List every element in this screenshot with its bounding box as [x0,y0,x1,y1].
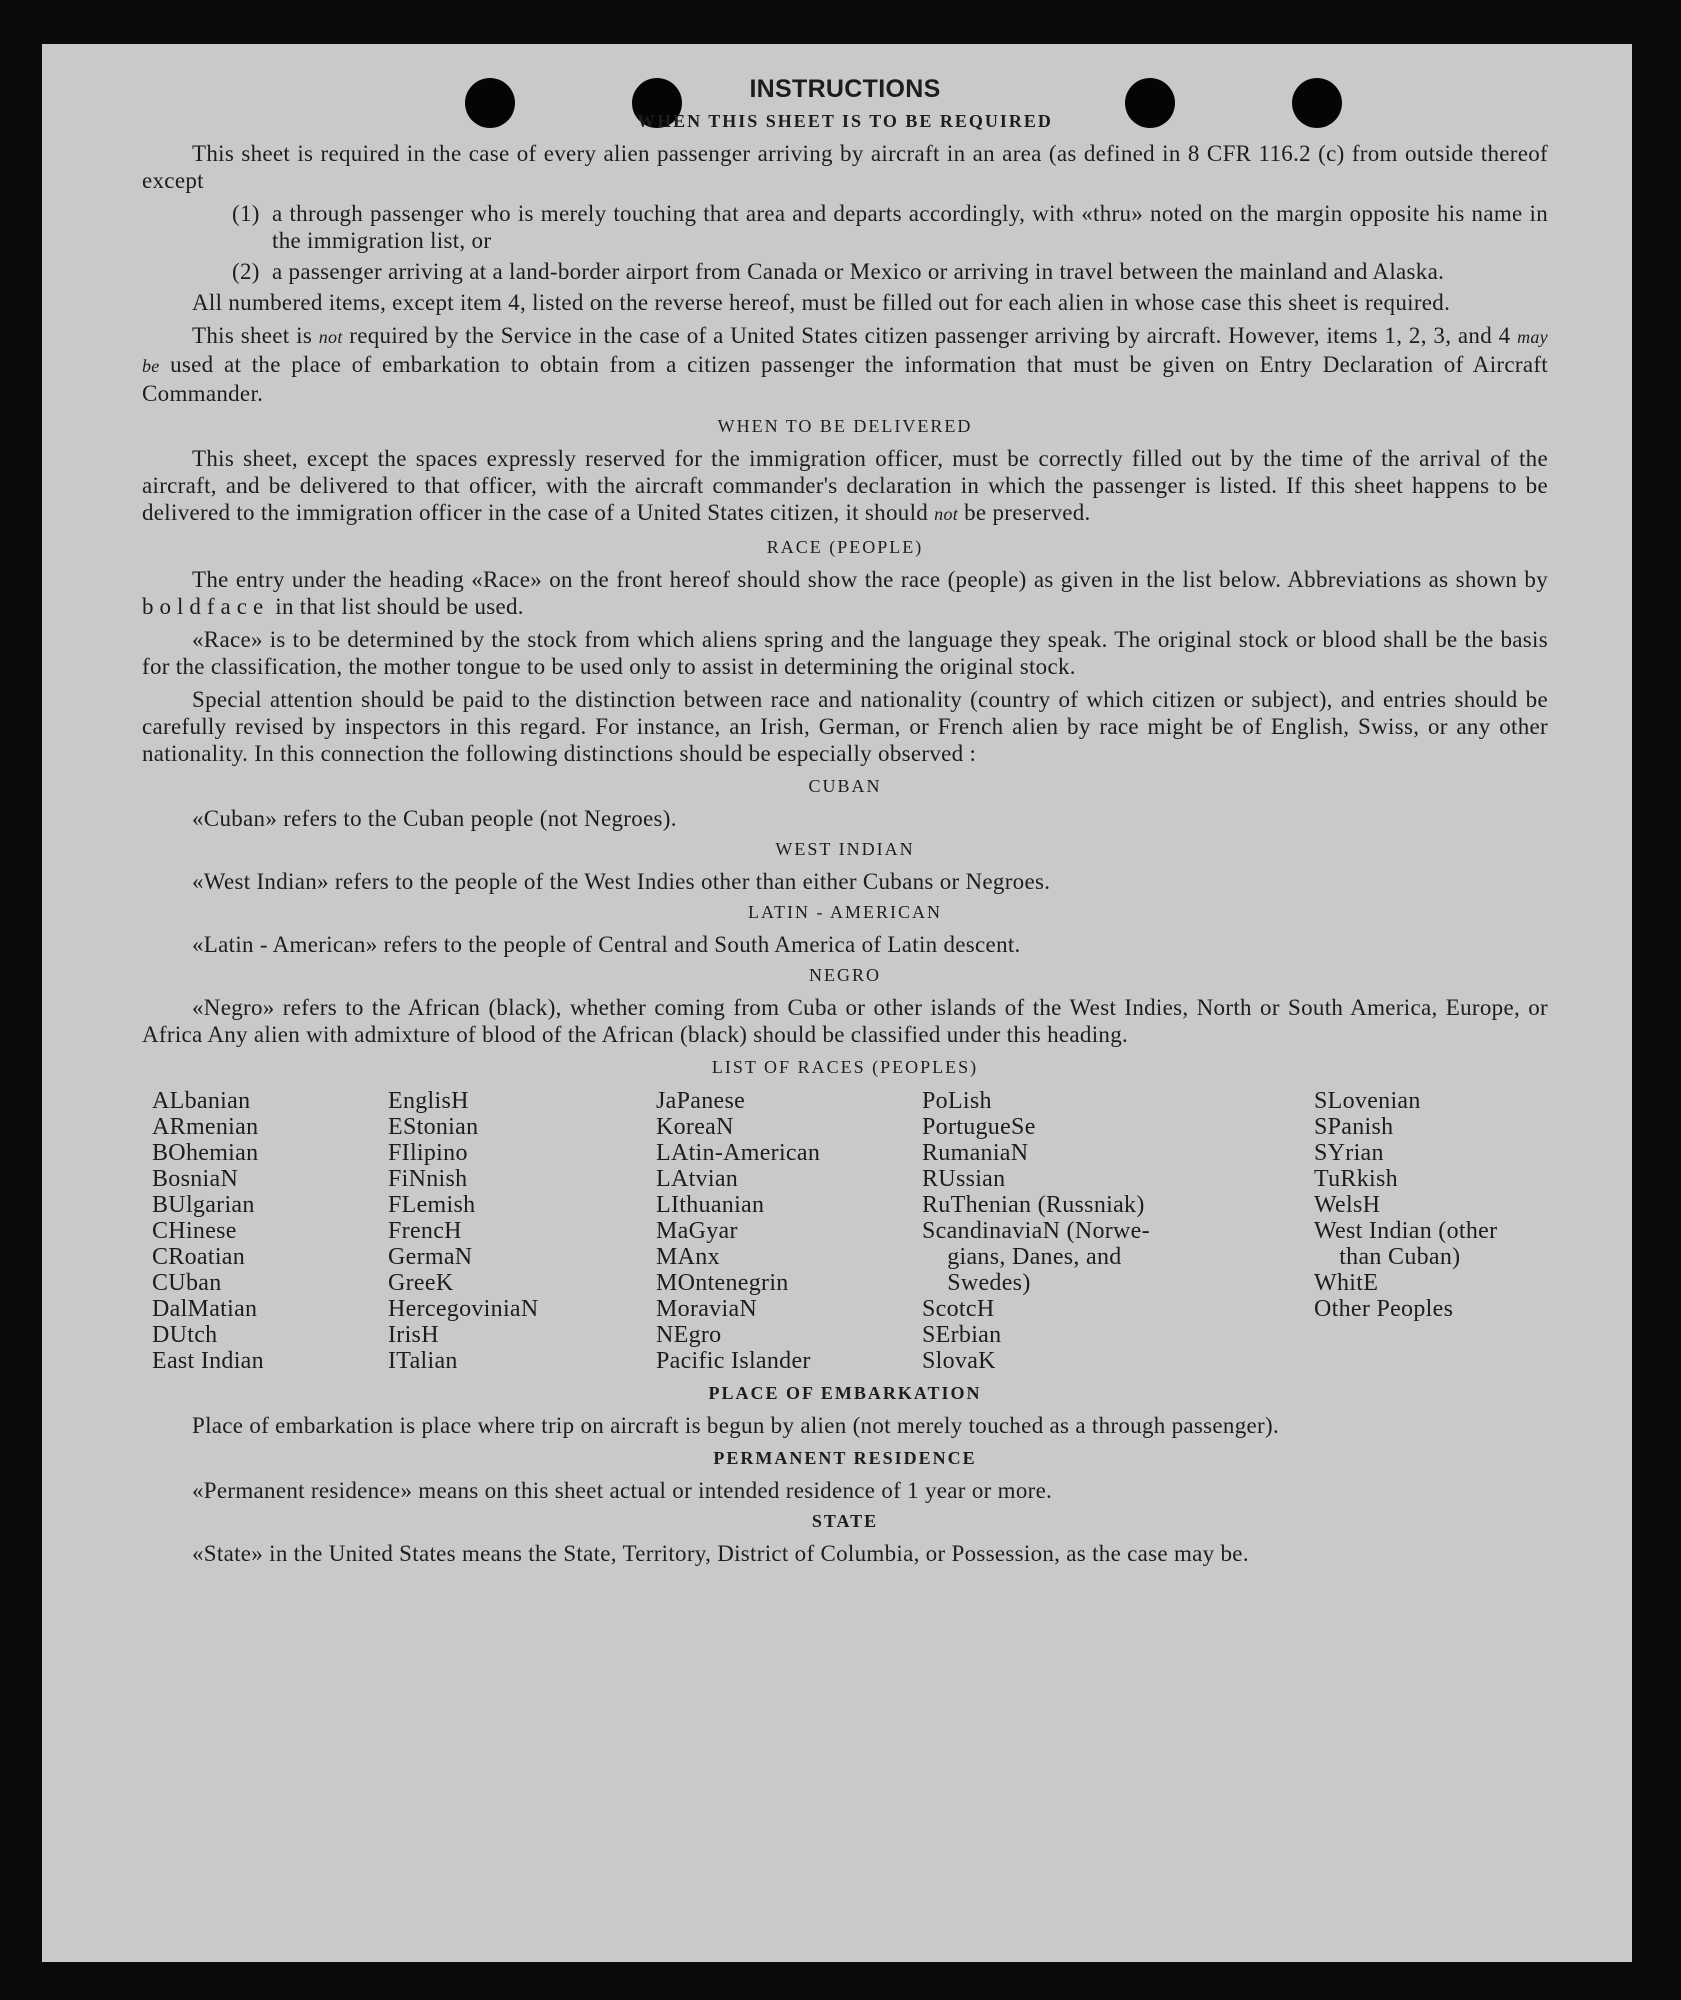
race-item: FIlipino [388,1140,468,1166]
section-heading: CUBAN [808,776,882,796]
section-heading: STATE [811,1511,879,1531]
race-item: MoraviaN [656,1296,758,1322]
definition: «Negro» refers to the African (black), whether coming from Cuba or other islands of the West Indies, North or South America, Europe, or Africa Any alien with admixture of blood of the African (black) should be classified under this heading. [142,995,1548,1047]
race-item: Pacific Islander [656,1348,811,1374]
race-item: JaPanese [656,1088,746,1114]
race-item: CRoatian [152,1244,246,1270]
instructions-content [142,74,1548,1573]
paragraph: This sheet is not required by the Service in the case of a United States citizen passenger arriving by aircraft. However, items 1, 2, 3, and 4 may be used at the place of embarkation to obtain from a citizen passenger the information that must be given on Entry Declaration of Aircraft Commander. [142,323,1548,406]
section-heading: LATIN - AMERICAN [748,902,942,922]
race-item: Other Peoples [1314,1296,1454,1322]
definition: Place of embarkation is place where trip on aircraft is begun by alien (not merely touched as a through passenger). [192,1413,1280,1438]
race-item: WhitE [1314,1270,1379,1296]
race-item: Swedes) [922,1270,1031,1296]
page-title: INSTRUCTIONS [749,75,941,103]
race-item: SPanish [1314,1114,1394,1140]
race-item: RumaniaN [922,1140,1029,1166]
section-heading: NEGRO [809,965,881,985]
race-column [152,1088,388,1374]
race-item: BosniaN [152,1166,239,1192]
race-list [152,1088,1548,1374]
race-item: FrencH [388,1218,462,1244]
race-item: PoLish [922,1088,992,1114]
race-item: HercegovinіaN [388,1296,539,1322]
race-item: gians, Danes, and [922,1244,1122,1270]
race-item: RUssian [922,1166,1006,1192]
definition: «Permanent residence» means on this sheet actual or intended residence of 1 year or more. [192,1478,1053,1503]
paragraph: The entry under the heading «Race» on the front hereof should show the race (people) as given in the list below. Abbreviations as shown by boldface in that list should be used. [142,567,1548,619]
race-item: LAtvian [656,1166,739,1192]
race-item: DalMatian [152,1296,258,1322]
paragraph: Special attention should be paid to the distinction between race and nationality (country of which citizen or subject), and entries should be carefully revised by inspectors in this regard. For instance, an Irish, German, or French alien by race might be of English, Swiss, or any other nationality. In this connection the following distinctions should be especially observed : [142,687,1548,766]
race-column [656,1088,922,1374]
paragraph: This sheet, except the spaces expressly reserved for the immigration officer, must be correctly filled out by the time of the arrival of the aircraft, and be delivered to that officer, with the aircraft commander's declaration in which the passenger is listed. If this sheet happens to be delivered to the immigration officer in the case of a United States citizen, it should not be preserved. [142,446,1548,525]
section-heading: LIST OF RACES (PEOPLES) [711,1057,979,1077]
exception-item: (2) a passenger arriving at a land-border airport from Canada or Mexico or arriving in travel between the mainland and Alaska. [232,259,1445,284]
race-item: FiNnish [388,1166,468,1192]
definition: «Latin - American» refers to the people of Central and South America of Latin descent. [192,932,1021,957]
race-item: PortugueSe [922,1114,1036,1140]
race-item: ARmenian [152,1114,259,1140]
race-item: ITalian [388,1348,458,1374]
race-column [922,1088,1314,1374]
document-sheet [42,44,1632,1962]
race-item: ScotcH [922,1296,995,1322]
race-item: DUtch [152,1322,218,1348]
exception-item: (1) a through passenger who is merely touching that area and departs accordingly, with «thru» noted on the margin opposite his name in the immigration list, or [232,201,1548,253]
section-heading: PLACE OF EMBARKATION [708,1383,982,1403]
race-item: ALbanian [152,1088,251,1114]
race-item: TuRkish [1314,1166,1398,1192]
race-item: GreeK [388,1270,454,1296]
race-item: MOntenegrin [656,1270,789,1296]
race-item: SLovenian [1314,1088,1421,1114]
race-item: GermaN [388,1244,473,1270]
paragraph: «Race» is to be determined by the stock from which aliens spring and the language they speak. The original stock or blood shall be the basis for the classification, the mother tongue to be used only to assist in determining the original stock. [142,627,1548,679]
race-item: SYrian [1314,1140,1384,1166]
race-item: NEgro [656,1322,722,1348]
paragraph: All numbered items, except item 4, listed on the reverse hereof, must be filled out for each alien in whose case this sheet is required. [192,290,1451,315]
race-item: EnglisH [388,1088,469,1114]
race-item: WelsH [1314,1192,1381,1218]
section-heading: WHEN TO BE DELIVERED [717,416,973,436]
race-item: LIthuanian [656,1192,765,1218]
race-item: CUban [152,1270,222,1296]
race-item: than Cuban) [1314,1244,1461,1270]
section-heading: WEST INDIAN [775,839,915,859]
race-item: BOhemian [152,1140,259,1166]
race-item: RuThenian (Russniak) [922,1192,1145,1218]
race-item: West Indian (other [1314,1218,1498,1244]
race-item: EStonian [388,1114,479,1140]
race-item: SErbian [922,1322,1002,1348]
race-item: East Indian [152,1348,264,1374]
section-heading: PERMANENT RESIDENCE [713,1448,977,1468]
section-heading: WHEN THIS SHEET IS TO BE REQUIRED [637,111,1053,131]
race-item: MAnx [656,1244,720,1270]
race-item: LAtin-American [656,1140,821,1166]
race-item: CHinese [152,1218,237,1244]
section-heading: RACE (PEOPLE) [766,537,924,557]
definition: «State» in the United States means the State, Territory, District of Columbia, or Possession, as the case may be. [192,1541,1249,1566]
race-item: BUlgarian [152,1192,255,1218]
race-item: SlovaK [922,1348,996,1374]
definition: «Cuban» refers to the Cuban people (not Negroes). [192,806,677,831]
race-item: KoreaN [656,1114,734,1140]
race-item: ScandinaviaN (Norwe- [922,1218,1150,1244]
race-column [388,1088,656,1374]
race-item: IrisH [388,1322,439,1348]
definition: «West Indian» refers to the people of the West Indies other than either Cubans or Negroes. [192,869,1051,894]
race-column [1314,1088,1558,1374]
race-item: FLemish [388,1192,476,1218]
paragraph: This sheet is required in the case of every alien passenger arriving by aircraft in an area (as defined in 8 CFR 116.2 (c) from outside thereof except [142,141,1548,193]
race-item: MaGyar [656,1218,738,1244]
